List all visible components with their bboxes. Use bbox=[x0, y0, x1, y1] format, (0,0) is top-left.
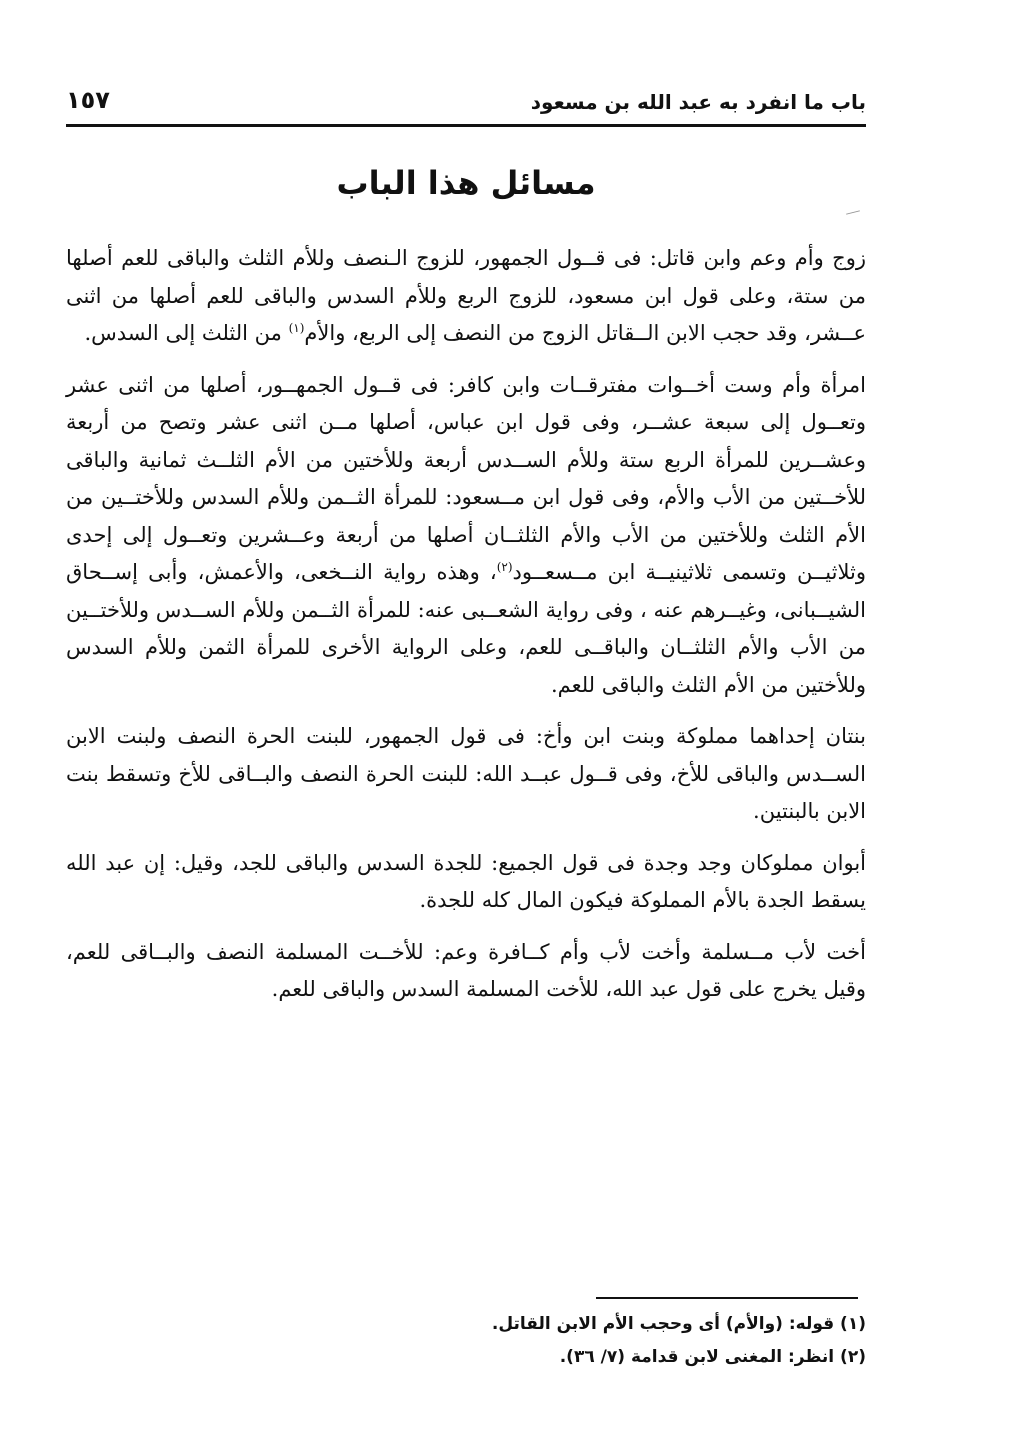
footnote: (٢) انظر: المغنى لابن قدامة (٧/ ٣٦). bbox=[559, 1347, 866, 1367]
page-header bbox=[66, 86, 866, 127]
footnote-ref: (١) bbox=[288, 321, 305, 335]
paragraph-text: ، وهذه رواية النــخعى، والأعمش، وأبى إســحاق الشيــبانى، وغيــرهم عنه ، وفى رواية الشعــبى عنه: للمرأة الثــمن وللأم الســدس وللأختــين من الأب والأم الثلثــان والباقــى للعم، وعلى الرواية الأخرى للمرأة الثمن وللأم السدس وللأختين من الأم الثلث والباقى للعم. bbox=[66, 560, 866, 697]
paragraph-text: أخت لأب مــسلمة وأخت لأب وأم كــافرة وعم: للأخــت المسلمة النصف والبــاقى للعم، وقيل يخرج على قول عبد الله، للأخت المسلمة السدس والباقى للعم. bbox=[66, 939, 866, 1001]
paragraph bbox=[66, 845, 866, 920]
footnote-separator bbox=[596, 1297, 858, 1299]
page-number: ١٥٧ bbox=[66, 86, 110, 114]
paragraph bbox=[66, 240, 866, 353]
paragraph-text: من الثلث إلى السدس. bbox=[84, 321, 289, 345]
paragraph-text: أبوان مملوكان وجد وجدة فى قول الجميع: للجدة السدس والباقى للجد، وقيل: إن عبد الله يسقط الجدة بالأم المملوكة فيكون المال كله للجدة. bbox=[66, 850, 866, 912]
body-text bbox=[66, 240, 866, 1023]
stray-mark bbox=[846, 210, 860, 214]
paragraph bbox=[66, 934, 866, 1009]
footnote: (١) قوله: (والأم) أى وحجب الأم الابن القاتل. bbox=[491, 1314, 866, 1334]
paragraph-text: بنتان إحداهما مملوكة وبنت ابن وأخ: فى قول الجمهور، للبنت الحرة النصف ولبنت الابن الســدس والباقى للأخ، وفى قــول عبــد الله: للبنت الحرة النصف والبــاقى للأخ وتسقط بنت الابن بالبنتين. bbox=[66, 724, 866, 823]
footnotes bbox=[66, 1308, 866, 1374]
footnote-ref: (٢) bbox=[496, 560, 513, 574]
running-head: باب ما انفرد به عبد الله بن مسعود bbox=[530, 90, 866, 114]
paragraph-text: امرأة وأم وست أخــوات مفترقــات وابن كافر: فى قــول الجمهــور، أصلها من اثنى عشر وتعــول إلى سبعة عشــر، وفى قول ابن عباس، أصلها مــن اثنى عشر وتصح من أربعة وعشــرين للمرأة الربع ستة وللأم الســدس أربعة وللأختين من الأم الثلــث ثمانية والباقى للأخــتين من الأب والأم، وفى قول ابن مــسعود: للمرأة الثــمن وللأم السدس وللأختــين من الأم الثلث وللأختين من الأب والأم الثلثــان أصلها من أربعة وعــشرين وتعــول إلى إحدى وثلاثيــن وتسمى ثلاثينيــة ابن مــسعــود bbox=[66, 372, 866, 584]
paragraph bbox=[66, 367, 866, 705]
paragraph bbox=[66, 718, 866, 831]
chapter-title: مسائل هذا الباب bbox=[336, 164, 596, 202]
paragraph-text: زوج وأم وعم وابن قاتل: فى قــول الجمهور، للزوج الـنصف وللأم الثلث والباقى للعم أصلها من ستة، وعلى قول ابن مسعود، للزوج الربع وللأم السدس والباقى للعم أصلها من اثنى عــشر، وقد حجب الابن الــقاتل الزوج من النصف إلى الربع، والأم bbox=[66, 246, 866, 345]
